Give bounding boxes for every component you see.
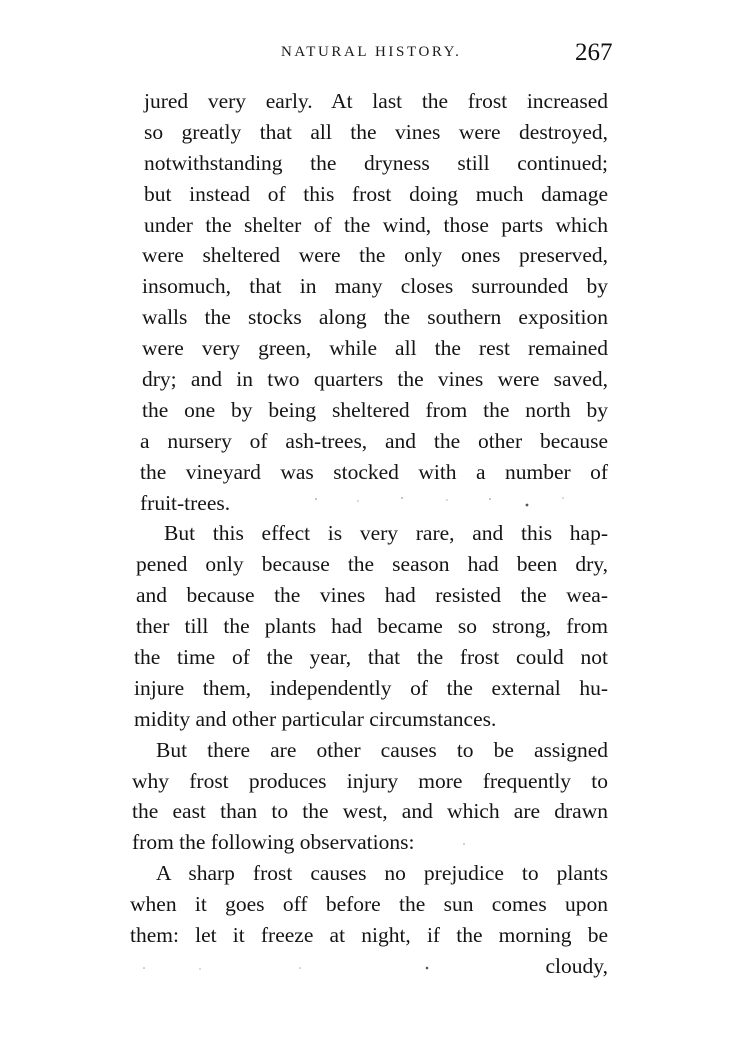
text-line: But there are other causes to be assigned bbox=[156, 737, 608, 762]
text-line: pened only because the season had been dry, bbox=[136, 552, 608, 577]
text-line: under the shelter of the wind, those parts which bbox=[144, 212, 608, 237]
catchword: cloudy, bbox=[545, 953, 608, 978]
text-line: notwithstanding the dryness still continued; bbox=[144, 150, 608, 175]
text-line: injure them, independently of the external hu- bbox=[134, 675, 608, 700]
text-line: the east than to the west, and which are drawn bbox=[132, 799, 608, 824]
text-line: were very green, while all the rest remained bbox=[142, 336, 608, 361]
text-line: midity and other particular circumstances. bbox=[134, 706, 497, 731]
text-line: insomuch, that in many closes surrounded by bbox=[142, 274, 608, 299]
text-line: ther till the plants had became so strong, from bbox=[136, 614, 608, 639]
text-line: dry; and in two quarters the vines were saved, bbox=[142, 367, 608, 392]
text-line: A sharp frost causes no prejudice to plants bbox=[156, 861, 608, 886]
text-line: were sheltered were the only ones preserved, bbox=[142, 243, 608, 268]
text-line: the one by being sheltered from the north by bbox=[142, 397, 608, 422]
text-line: jured very early. At last the frost increased bbox=[144, 89, 608, 113]
text-line: so greatly that all the vines were destroyed, bbox=[144, 119, 608, 144]
text-line: a nursery of ash-trees, and the other because bbox=[140, 428, 608, 453]
text-line: from the following observations: bbox=[132, 830, 415, 855]
text-line: and because the vines had resisted the wea- bbox=[136, 583, 608, 608]
text-line: the time of the year, that the frost could not bbox=[134, 645, 608, 670]
text-line: but instead of this frost doing much damage bbox=[144, 181, 608, 206]
text-line: why frost produces injury more frequently to bbox=[132, 768, 608, 793]
page-number: 267 bbox=[575, 39, 613, 66]
running-head: NATURAL HISTORY. bbox=[281, 44, 462, 60]
text-line: them: let it freeze at night, if the morning be bbox=[130, 923, 608, 948]
text-line: walls the stocks along the southern exposition bbox=[142, 305, 608, 330]
text-line: when it goes off before the sun comes upon bbox=[130, 892, 608, 917]
text-line: But this effect is very rare, and this hap- bbox=[164, 521, 608, 546]
text-line: the vineyard was stocked with a number of bbox=[140, 459, 608, 484]
text-line: fruit-trees. bbox=[140, 490, 231, 515]
